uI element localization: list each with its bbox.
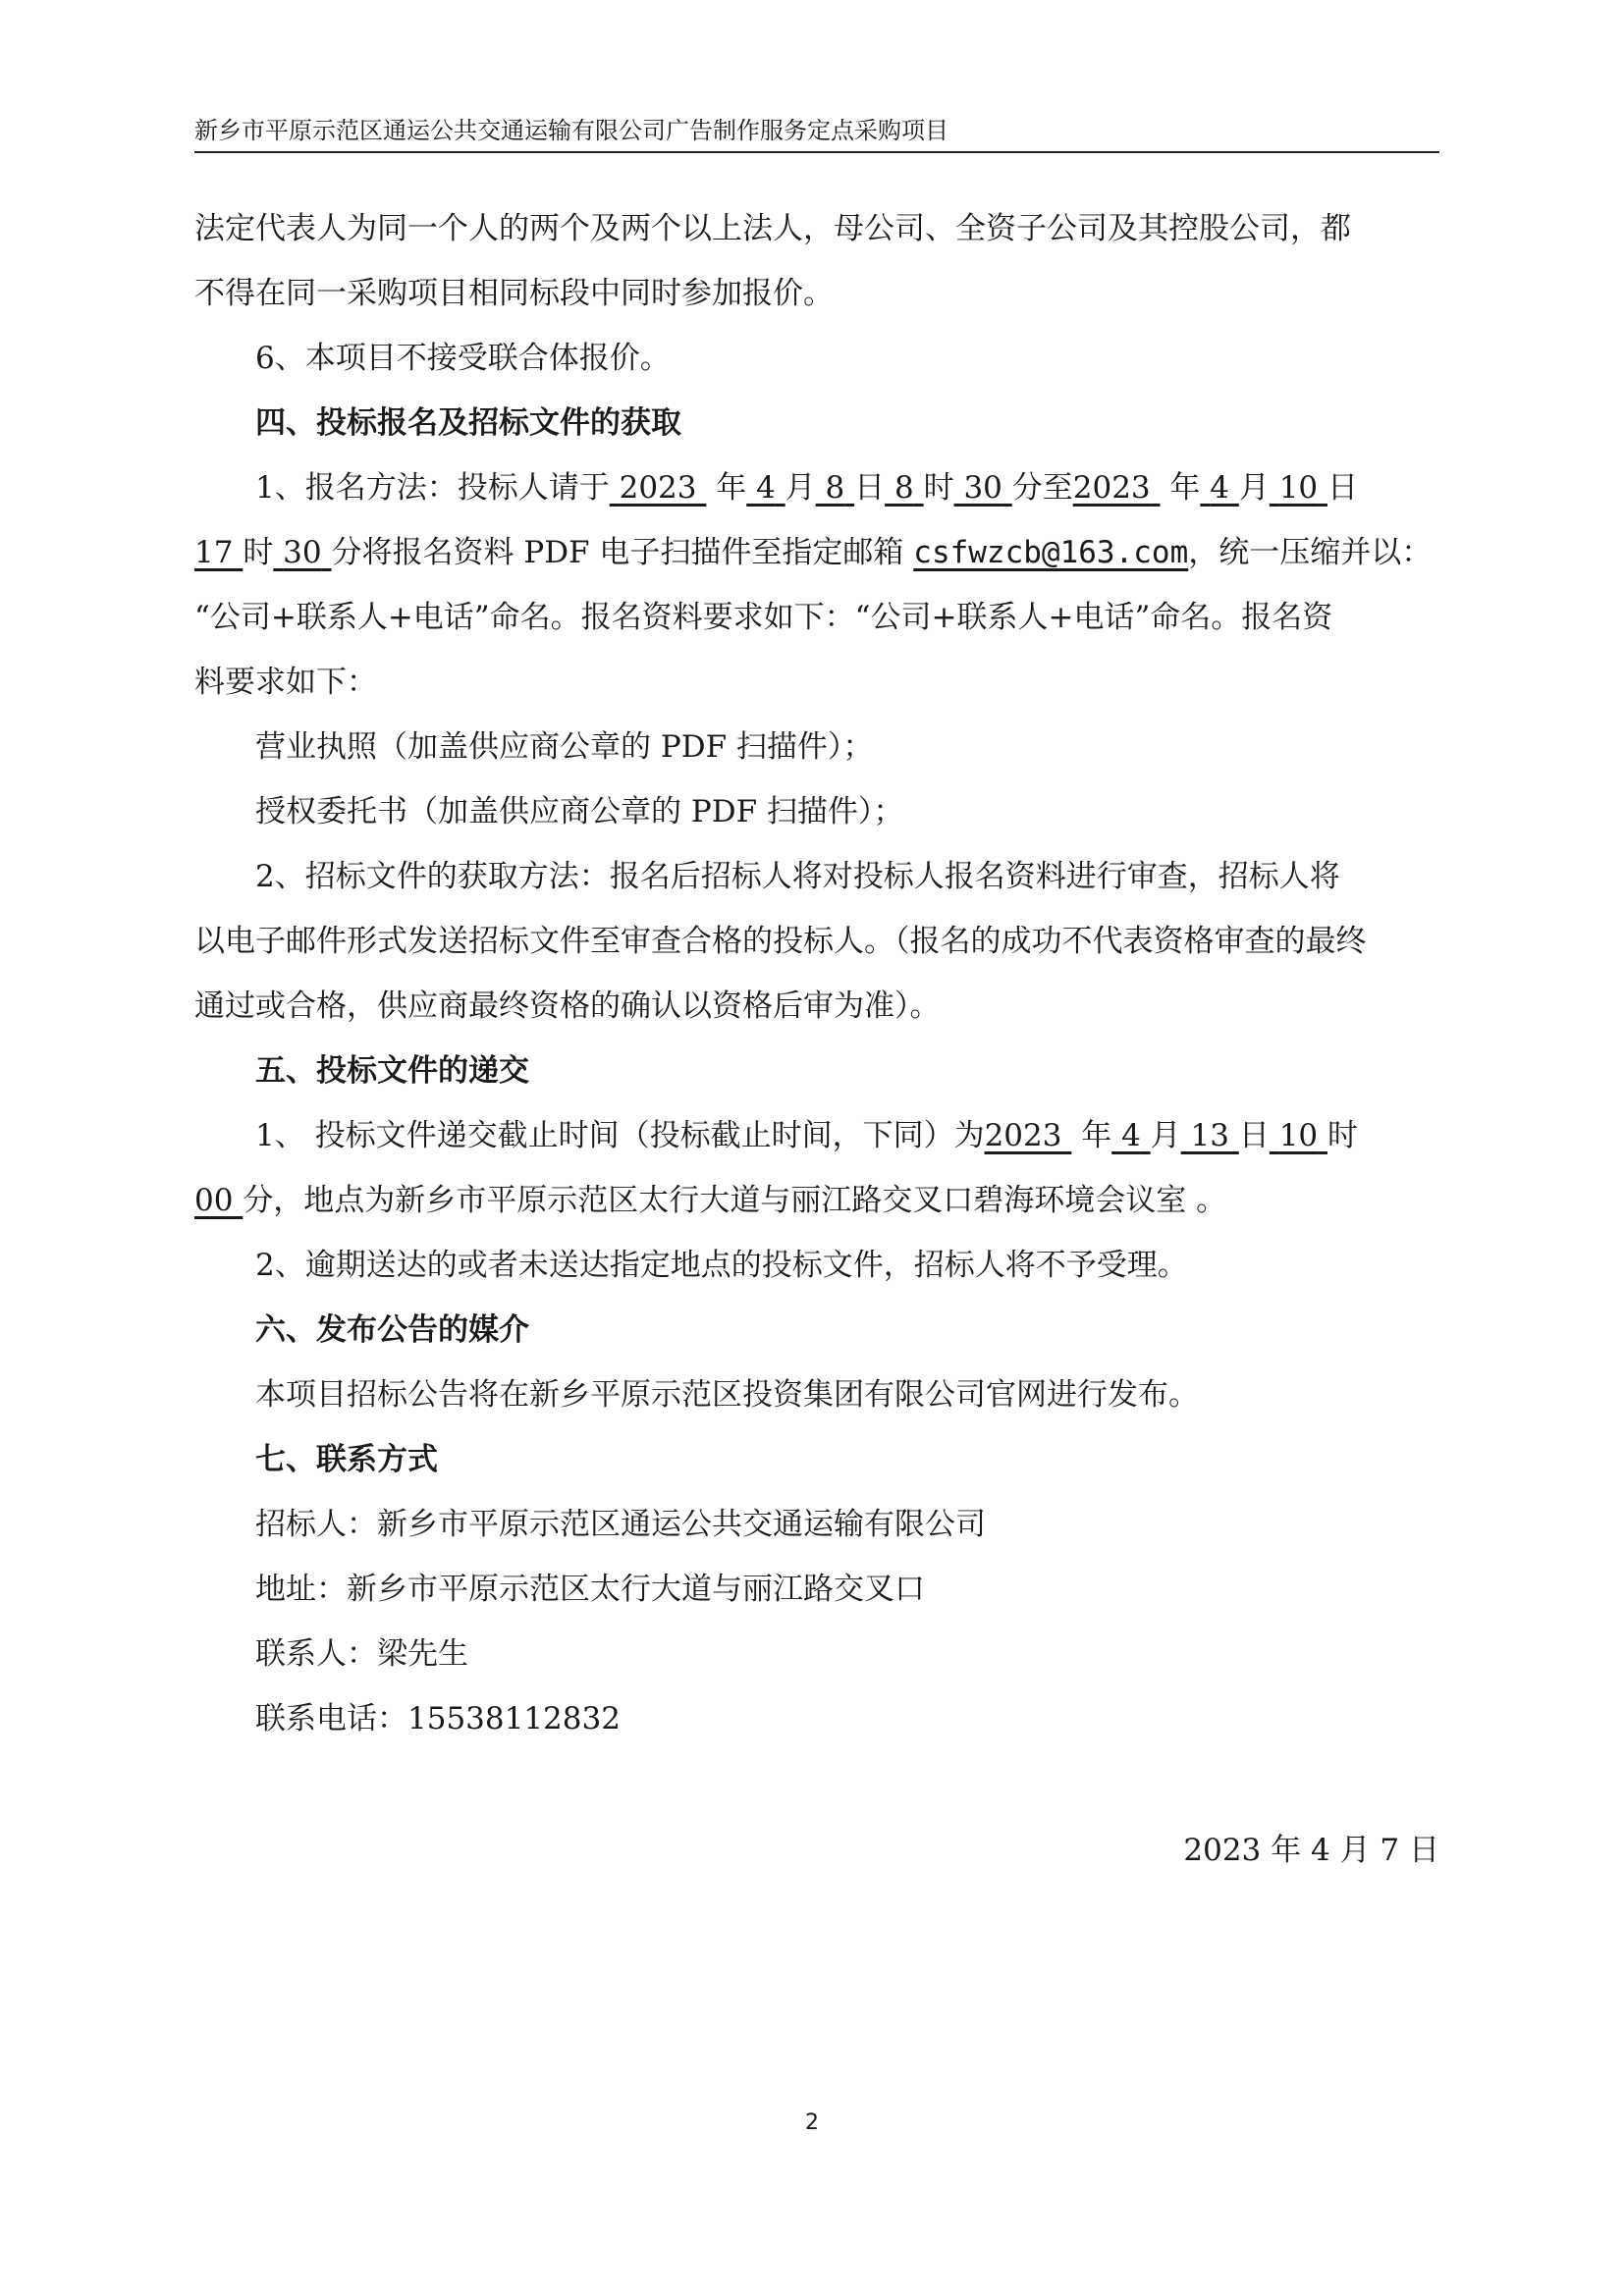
publication-media: 本项目招标公告将在新乡平原示范区投资集团有限公司官网进行发布。 (255, 1377, 1199, 1413)
text: 月 (1150, 1118, 1181, 1153)
text: 分至 (1011, 470, 1073, 506)
contact-phone: 联系电话：15538112832 (255, 1701, 621, 1736)
late-submission-note: 2、逾期送达的或者未送达指定地点的投标文件，招标人将不予受理。 (255, 1248, 1188, 1283)
field-end-minute: 30 (283, 535, 322, 570)
obtain-method-line-1: 2、招标文件的获取方法：报名后招标人将对投标人报名资料进行审查，招标人将 (255, 859, 1340, 894)
obtain-method-line-3: 通过或合格，供应商最终资格的确认以资格后审为准）。 (194, 988, 941, 1024)
field-deadline-minute: 00 (194, 1183, 234, 1218)
field-end-year: 2023 (1072, 470, 1151, 506)
text: 1、报名方法：投标人请于 (255, 470, 610, 506)
deadline-line-2 (194, 1180, 1439, 1245)
text: 日 (854, 470, 886, 506)
page-number: 2 (805, 2110, 819, 2135)
field-end-hour: 17 (194, 535, 234, 570)
obtain-method-line-2: 以电子邮件形式发送招标文件至审查合格的投标人。（报名的成功不代表资格审查的最终 (194, 924, 1367, 959)
text: 年 (716, 470, 747, 506)
text: 分，地点为新乡市平原示范区太行大道与丽江路交叉口碧海环境会议室 。 (243, 1183, 1227, 1218)
text: ，统一压缩并以： (1188, 535, 1433, 570)
email-address: csfwzcb@163.com (913, 535, 1189, 570)
field-end-month: 4 (1210, 470, 1229, 506)
document-date: 2023 年 4 月 7 日 (1183, 1833, 1439, 1868)
registration-method-line-2 (194, 532, 1439, 597)
document-header: 新乡市平原示范区通运公共交通运输有限公司广告制作服务定点采购项目 (194, 116, 1439, 153)
field-start-day: 8 (825, 470, 845, 506)
field-deadline-hour: 10 (1278, 1118, 1319, 1153)
field-deadline-day: 13 (1190, 1118, 1229, 1153)
required-document-2: 授权委托书（加盖供应商公章的 PDF 扫描件）； (255, 794, 904, 829)
deadline-line-1 (194, 1115, 1439, 1180)
text: 时 (243, 535, 274, 570)
text: 年 (1081, 1118, 1112, 1153)
text: 时 (1327, 1118, 1358, 1153)
section-5-heading: 五、投标文件的递交 (255, 1053, 529, 1089)
field-deadline-year: 2023 (984, 1118, 1062, 1153)
required-document-1: 营业执照（加盖供应商公章的 PDF 扫描件）； (255, 729, 874, 765)
contact-address: 地址：新乡市平原示范区太行大道与丽江路交叉口 (255, 1572, 925, 1607)
field-start-year: 2023 (619, 470, 697, 506)
paragraph-line: 不得在同一采购项目相同标段中同时参加报价。 (194, 276, 834, 311)
section-7-heading: 七、联系方式 (255, 1442, 438, 1477)
text: 日 (1238, 1118, 1270, 1153)
text: 月 (785, 470, 816, 506)
field-deadline-month: 4 (1121, 1118, 1141, 1153)
contact-tenderer: 招标人：新乡市平原示范区通运公共交通运输有限公司 (255, 1507, 986, 1542)
text: 分将报名资料 PDF 电子扫描件至指定邮箱 (331, 535, 904, 570)
text: 时 (923, 470, 954, 506)
section-6-heading: 六、发布公告的媒介 (255, 1312, 529, 1348)
field-end-day: 10 (1278, 470, 1319, 506)
text: 日 (1327, 470, 1358, 506)
document-body (194, 208, 1439, 1763)
text: 1、 投标文件递交截止时间（投标截止时间，下同）为 (255, 1118, 985, 1153)
text: 月 (1238, 470, 1270, 506)
paragraph-line: 法定代表人为同一个人的两个及两个以上法人，母公司、全资子公司及其控股公司，都 (194, 211, 1351, 246)
registration-method-line-1 (194, 467, 1439, 532)
section-4-heading: 四、投标报名及招标文件的获取 (255, 405, 681, 441)
contact-person: 联系人：梁先生 (255, 1636, 468, 1672)
field-start-month: 4 (756, 470, 776, 506)
text: 年 (1169, 470, 1201, 506)
registration-method-line-3: “公司+联系人+电话”命名。报名资料要求如下：“公司+联系人+电话”命名。报名资 (194, 600, 1333, 635)
item-6: 6、本项目不接受联合体报价。 (255, 341, 671, 376)
field-start-minute: 30 (963, 470, 1002, 506)
field-start-hour: 8 (893, 470, 914, 506)
registration-method-line-4: 料要求如下： (194, 665, 377, 700)
